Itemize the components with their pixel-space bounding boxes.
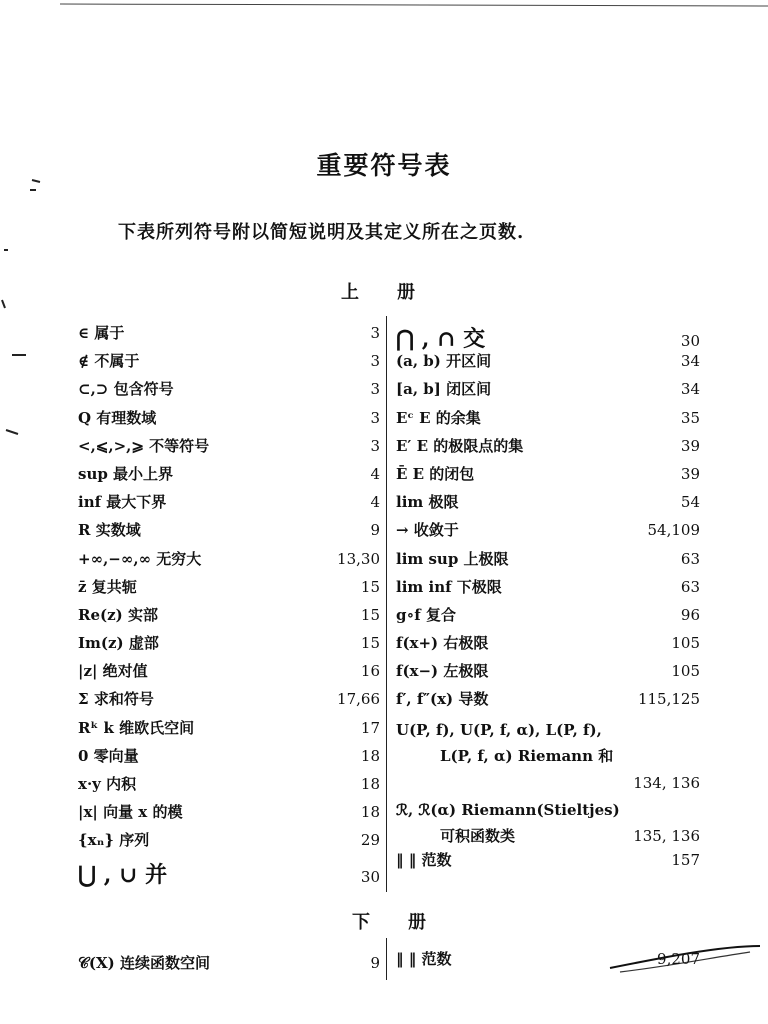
page-number: 16 <box>360 662 380 681</box>
page-number: 39 <box>680 436 700 455</box>
page-number: 15 <box>360 634 380 653</box>
riemann-integrable-page: 135, 136 <box>633 826 700 845</box>
symbol-text: {xₙ} 序列 <box>78 831 150 850</box>
lower-volume-char-1: 下 <box>352 912 370 933</box>
symbol-row <box>78 463 380 491</box>
symbol-text: ∉ 不属于 <box>78 352 140 371</box>
symbol-text: x·y 内积 <box>78 775 137 793</box>
symbol-text: [a, b] 闭区间 <box>396 380 492 399</box>
symbol-row <box>396 519 700 547</box>
page-number: 30 <box>680 332 700 350</box>
symbol-text: ⋂ , ∩ 交 <box>396 326 486 352</box>
page-number: 18 <box>360 803 380 822</box>
symbol-row <box>396 576 700 604</box>
symbol-row <box>78 801 380 829</box>
symbol-text: Re(z) 实部 <box>78 605 158 624</box>
symbol-row <box>396 660 700 688</box>
symbol-row <box>78 407 380 435</box>
page-number: 39 <box>680 464 700 483</box>
page-number: 63 <box>680 577 700 596</box>
page-number: 4 <box>370 493 380 512</box>
symbol-text: <,⩽,>,⩾ 不等符号 <box>78 436 210 455</box>
symbol-row <box>78 435 380 463</box>
symbol-text: sup 最小上界 <box>78 464 174 483</box>
symbol-text: f(x−) 左极限 <box>396 662 489 681</box>
page-number: 105 <box>671 634 700 653</box>
page-number: 96 <box>680 605 700 624</box>
page-number: 9 <box>370 521 380 540</box>
page-number: 3 <box>370 408 380 427</box>
symbol-row <box>78 491 380 519</box>
symbol-row <box>396 688 700 716</box>
page-number: 3 <box>370 436 380 455</box>
symbol-text: Eᶜ E 的余集 <box>396 408 481 427</box>
page-number: 29 <box>360 831 380 850</box>
symbol-text: z̄ 复共轭 <box>78 577 137 596</box>
symbol-row <box>78 952 380 973</box>
upper-volume-heading <box>341 278 453 304</box>
symbol-row <box>396 849 700 879</box>
page-number: 34 <box>680 352 700 371</box>
page-number: 63 <box>680 549 700 568</box>
page-number: 3 <box>370 380 380 399</box>
symbol-row <box>396 491 700 519</box>
symbol-row <box>78 632 380 660</box>
symbol-text: ⊂,⊃ 包含符号 <box>78 380 174 399</box>
symbol-row <box>78 604 380 632</box>
page-number: 3 <box>370 324 380 342</box>
symbol-text: Q 有理数域 <box>78 408 157 427</box>
page-number: 13,30 <box>337 549 380 568</box>
symbol-text: lim sup 上极限 <box>396 549 509 568</box>
lower-left-column <box>78 952 380 973</box>
page-number: 18 <box>360 746 380 765</box>
upper-right-column <box>396 322 700 879</box>
symbol-row <box>78 576 380 604</box>
symbol-row <box>78 660 380 688</box>
page-number: 157 <box>671 850 700 869</box>
symbol-text: ∈ 属于 <box>78 324 125 342</box>
symbol-row <box>396 948 700 969</box>
symbol-text: f(x+) 右极限 <box>396 634 489 653</box>
symbol-text: 0 零向量 <box>78 746 139 765</box>
page-number: 17,66 <box>337 690 380 709</box>
intro-text: 下表所列符号附以简短说明及其定义所在之页数. <box>118 222 525 243</box>
symbol-row <box>78 548 380 576</box>
symbol-text: |x| 向量 x 的模 <box>78 803 183 822</box>
page-number: 15 <box>360 605 380 624</box>
page-title: 重要符号表 <box>316 151 452 180</box>
column-divider-upper <box>386 316 387 892</box>
symbol-text: ‖ ‖ 范数 <box>396 850 452 869</box>
symbol-row <box>396 463 700 491</box>
riemann-sum-page: 134, 136 <box>633 773 700 792</box>
symbol-row <box>78 773 380 801</box>
page-number: 15 <box>360 577 380 596</box>
page-number: 35 <box>680 408 700 427</box>
page-number: 9 <box>370 954 380 972</box>
symbol-text: +∞,−∞,∞ 无穷大 <box>78 549 202 568</box>
page-number: 4 <box>370 464 380 483</box>
symbol-text: E′ E 的极限点的集 <box>396 436 524 455</box>
lower-right-column <box>396 948 700 969</box>
page-number: 54 <box>680 493 700 512</box>
page-number: 18 <box>360 775 380 793</box>
riemann-sum-line-1: U(P, f), U(P, f, α), L(P, f), <box>396 720 602 739</box>
symbol-row <box>396 378 700 406</box>
upper-left-column <box>78 322 380 886</box>
riemann-integrable-line-2-row <box>396 823 700 849</box>
symbol-row <box>78 350 380 378</box>
page-number: 115,125 <box>637 690 700 709</box>
lower-volume-char-2: 册 <box>408 912 426 933</box>
riemann-sum-entry <box>396 717 700 797</box>
symbol-text: ‖ ‖ 范数 <box>396 950 452 968</box>
symbol-text: inf 最大下界 <box>78 493 167 512</box>
symbol-row <box>396 435 700 463</box>
symbol-text: R 实数域 <box>78 521 141 540</box>
symbol-row <box>78 717 380 745</box>
symbol-text: f′, f″(x) 导数 <box>396 690 489 709</box>
symbol-row <box>396 548 700 576</box>
riemann-integrable-line-2: 可积函数类 <box>440 826 516 845</box>
symbol-text: lim 极限 <box>396 493 459 512</box>
upper-volume-char-1: 上 <box>341 282 359 303</box>
symbol-row <box>78 378 380 406</box>
page-number: 9,207 <box>657 950 700 968</box>
symbol-text: Σ 求和符号 <box>78 690 154 709</box>
symbol-row <box>396 407 700 435</box>
symbol-row <box>78 829 380 857</box>
column-divider-lower <box>386 938 387 980</box>
symbol-row <box>396 322 700 350</box>
symbol-row <box>78 322 380 350</box>
top-edge-line <box>60 4 768 6</box>
symbol-text: ⋃ , ∪ 并 <box>78 861 168 888</box>
symbol-text: 𝒞(X) 连续函数空间 <box>78 954 210 972</box>
symbol-row <box>78 745 380 773</box>
upper-volume-char-2: 册 <box>397 282 415 303</box>
symbol-row <box>396 350 700 378</box>
symbol-text: (a, b) 开区间 <box>396 352 492 371</box>
symbol-text: |z| 绝对值 <box>78 662 148 681</box>
page-number: 3 <box>370 352 380 371</box>
symbol-text: Im(z) 虚部 <box>78 634 159 653</box>
symbol-row <box>78 519 380 547</box>
riemann-sum-line-2: L(P, f, α) Riemann 和 <box>440 746 614 765</box>
page-number: 34 <box>680 380 700 399</box>
symbol-row <box>396 604 700 632</box>
symbol-text: → 收敛于 <box>396 521 459 540</box>
symbol-text: g∘f 复合 <box>396 605 456 624</box>
page-number: 17 <box>360 718 380 737</box>
page-number: 54,109 <box>647 521 700 540</box>
symbol-text: lim inf 下极限 <box>396 577 502 596</box>
lower-volume-heading <box>352 908 464 934</box>
riemann-integrable-entry <box>396 797 700 849</box>
left-edge-speck <box>2 180 40 434</box>
symbol-text: Ē E 的闭包 <box>396 464 475 483</box>
symbol-row <box>78 688 380 716</box>
symbol-row <box>78 858 380 886</box>
page-number: 105 <box>671 662 700 681</box>
symbol-row <box>396 632 700 660</box>
symbol-text: Rᵏ k 维欧氏空间 <box>78 718 195 737</box>
riemann-integrable-line-1: ℛ, ℛ(α) Riemann(Stieltjes) <box>396 800 620 819</box>
page-number: 30 <box>360 867 380 886</box>
